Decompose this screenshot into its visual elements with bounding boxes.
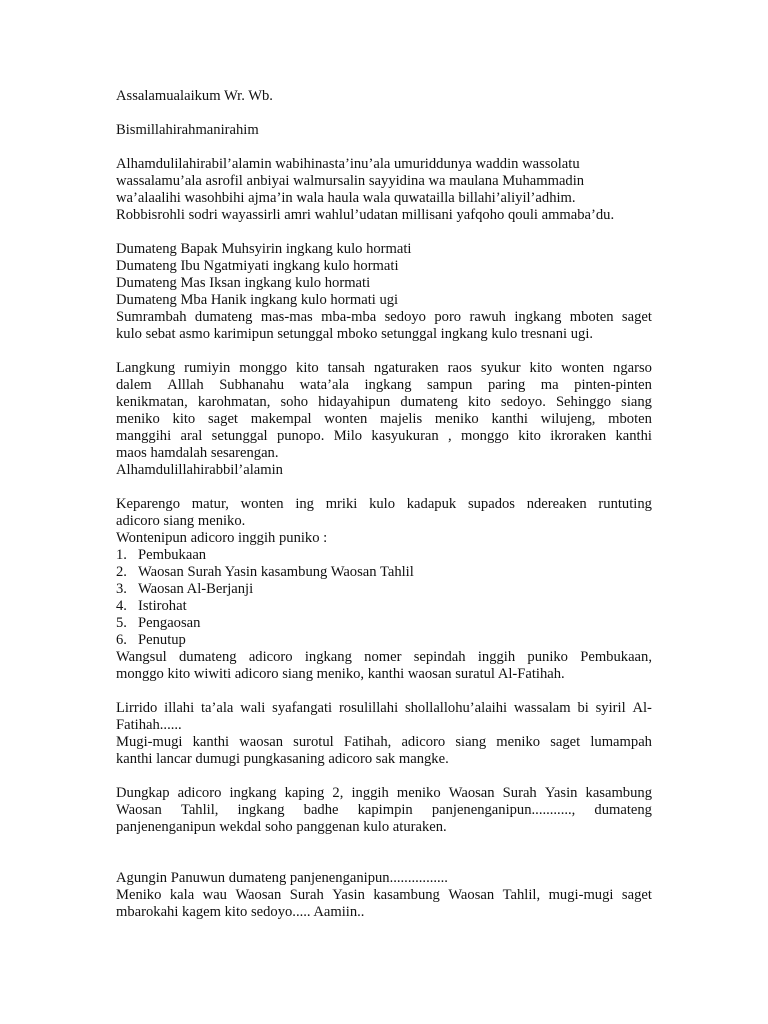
text-line: kenikmatan, karohmatan, soho hidayahipun dumateng kito sedoyo. Sehinggo siang xyxy=(116,394,652,410)
text-line: Keparengo matur, wonten ing mriki kulo kadapuk supados ndereaken runtuting xyxy=(116,496,652,512)
paragraph-spacer xyxy=(116,768,652,785)
text-line: Lirrido illahi ta’ala wali syafangati rosulillahi shollallohu’alaihi wassalam bi syiril Al- xyxy=(116,700,652,716)
text-line: Dumateng Mas Iksan ingkang kulo hormati xyxy=(116,275,371,291)
paragraph-spacer xyxy=(116,343,652,360)
text-line: panjenenganipun wekdal soho panggenan kulo aturaken. xyxy=(116,819,447,835)
list-item-number: 6. xyxy=(116,632,127,648)
text-line: meniko kito saget makempal wonten majelis meniko kanthi wilujeng, mboten xyxy=(116,411,652,427)
text-line: Assalamualaikum Wr. Wb. xyxy=(116,88,273,104)
paragraph-spacer xyxy=(116,139,652,156)
paragraph-spacer xyxy=(116,479,652,496)
agenda-list-item xyxy=(116,581,652,598)
paragraph-spacer xyxy=(116,683,652,700)
text-line: adicoro siang meniko. xyxy=(116,513,246,529)
text-line: Robbisrohli sodri wayassirli amri wahlul’udatan millisani yafqoho qouli ammaba’du. xyxy=(116,207,615,223)
agenda-list-item xyxy=(116,598,652,615)
text-line: maos hamdalah sesarengan. xyxy=(116,445,279,461)
list-item-text: Pembukaan xyxy=(138,547,207,563)
text-line: wa’alaalihi wasohbihi ajma’in wala haula wala quwatailla billahi’aliyil’adhim. xyxy=(116,190,576,206)
text-line: Mugi-mugi kanthi waosan surotul Fatihah, adicoro siang meniko saget lumampah xyxy=(116,734,652,750)
list-item-text: Penutup xyxy=(138,632,186,648)
list-item-number: 4. xyxy=(116,598,127,614)
text-line: mbarokahi kagem kito sedoyo..... Aamiin.. xyxy=(116,904,365,920)
list-item-text: Istirohat xyxy=(138,598,187,614)
list-item-number: 5. xyxy=(116,615,127,631)
text-line: wassalamu’ala asrofil anbiyai walmursalin sayyidina wa maulana Muhammadin xyxy=(116,173,585,189)
list-item-text: Waosan Surah Yasin kasambung Waosan Tahlil xyxy=(138,564,414,580)
text-line: Dumateng Bapak Muhsyirin ingkang kulo hormati xyxy=(116,241,412,257)
document-body xyxy=(116,88,652,921)
text-line: Bismillahirahmanirahim xyxy=(116,122,259,138)
text-line: manggihi aral setunggal punopo. Milo kasyukuran , monggo kito ikroraken kanthi xyxy=(116,428,652,444)
text-line: monggo kito wiwiti adicoro siang meniko, kanthi waosan suratul Al-Fatihah. xyxy=(116,666,565,682)
agenda-list-item xyxy=(116,547,652,564)
text-line: Sumrambah dumateng mas-mas mba-mba sedoyo poro rawuh ingkang mboten saget xyxy=(116,309,652,325)
text-line: Langkung rumiyin monggo kito tansah ngaturaken raos syukur kito wonten ngarso xyxy=(116,360,652,376)
text-line: kanthi lancar dumugi pungkasaning adicoro sak mangke. xyxy=(116,751,449,767)
text-line: Dungkap adicoro ingkang kaping 2, inggih meniko Waosan Surah Yasin kasambung xyxy=(116,785,652,801)
agenda-list-item xyxy=(116,564,652,581)
paragraph-spacer xyxy=(116,105,652,122)
paragraph-spacer xyxy=(116,224,652,241)
text-line: kulo sebat asmo karimipun setunggal mboko setunggal ingkang kulo tresnani ugi. xyxy=(116,326,594,342)
list-item-text: Waosan Al-Berjanji xyxy=(138,581,254,597)
text-line: Alhamdulilahirabil’alamin wabihinasta’inu’ala umuriddunya waddin wassolatu xyxy=(116,156,580,172)
text-line: Agungin Panuwun dumateng panjenenganipun................ xyxy=(116,870,448,886)
text-line: Wangsul dumateng adicoro ingkang nomer sepindah inggih puniko Pembukaan, xyxy=(116,649,652,665)
list-item-number: 2. xyxy=(116,564,127,580)
agenda-list-item xyxy=(116,615,652,632)
paragraph-spacer xyxy=(116,836,652,870)
text-line: Dumateng Mba Hanik ingkang kulo hormati ugi xyxy=(116,292,399,308)
text-line: Fatihah...... xyxy=(116,717,182,733)
agenda-list-item xyxy=(116,632,652,649)
text-line: Dumateng Ibu Ngatmiyati ingkang kulo hormati xyxy=(116,258,399,274)
text-line: Wontenipun adicoro inggih puniko : xyxy=(116,530,328,546)
list-item-number: 3. xyxy=(116,581,127,597)
list-item-text: Pengaosan xyxy=(138,615,201,631)
text-line: Waosan Tahlil, ingkang badhe kapimpin panjenenganipun..........., dumateng xyxy=(116,802,652,818)
text-line: Alhamdulillahirabbil’alamin xyxy=(116,462,283,478)
list-item-number: 1. xyxy=(116,547,127,563)
text-line: Meniko kala wau Waosan Surah Yasin kasambung Waosan Tahlil, mugi-mugi saget xyxy=(116,887,652,903)
text-line: dalem Alllah Subhanahu wata’ala ingkang sampun paring ma pinten-pinten xyxy=(116,377,652,393)
